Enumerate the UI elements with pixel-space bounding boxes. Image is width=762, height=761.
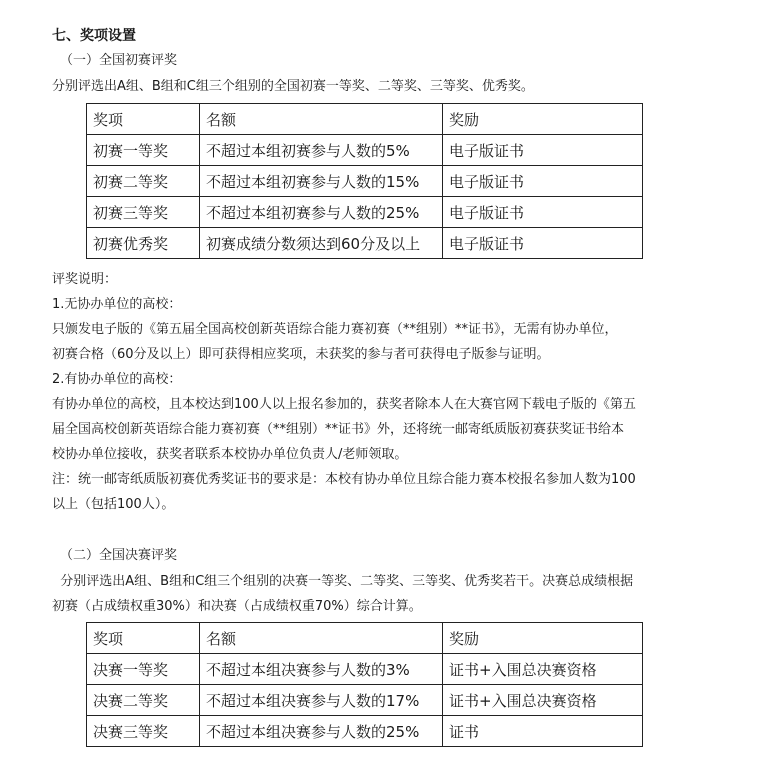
header-reward: 奖励 <box>443 104 643 135</box>
header-quota: 名额 <box>200 623 443 654</box>
header-award: 奖项 <box>87 623 200 654</box>
cell-reward: 电子版证书 <box>443 228 643 259</box>
table-row <box>87 166 643 197</box>
cell-quota: 不超过本组决赛参与人数的25% <box>200 716 443 747</box>
notes-title: 评奖说明： <box>52 272 118 287</box>
header-quota: 名额 <box>200 104 443 135</box>
cell-quota: 不超过本组初赛参与人数的5% <box>200 135 443 166</box>
note2-line: 校协办单位接收，获奖者联系本校协办单位负责人/老师领取。 <box>52 447 408 462</box>
cell-reward: 证书 <box>443 716 643 747</box>
cell-reward: 电子版证书 <box>443 197 643 228</box>
cell-award: 初赛三等奖 <box>87 197 200 228</box>
cell-quota: 不超过本组决赛参与人数的17% <box>200 685 443 716</box>
cell-reward: 电子版证书 <box>443 135 643 166</box>
final-heading: （二）全国决赛评奖 <box>60 548 178 563</box>
cell-reward: 证书+入围总决赛资格 <box>443 654 643 685</box>
final-intro-line: 初赛（占成绩权重30%）和决赛（占成绩权重70%）综合计算。 <box>52 599 422 614</box>
header-reward: 奖励 <box>443 623 643 654</box>
table-row <box>87 654 643 685</box>
cell-quota: 不超过本组初赛参与人数的15% <box>200 166 443 197</box>
note2-title: 2.有协办单位的高校： <box>52 372 182 387</box>
table-row <box>87 197 643 228</box>
table-row <box>87 135 643 166</box>
note1-line: 初赛合格（60分及以上）即可获得相应奖项，未获奖的参与者可获得电子版参与证明。 <box>52 347 550 362</box>
cell-reward: 证书+入围总决赛资格 <box>443 685 643 716</box>
remark-line: 以上（包括100人）。 <box>52 497 175 512</box>
cell-award: 初赛优秀奖 <box>87 228 200 259</box>
cell-quota: 不超过本组初赛参与人数的25% <box>200 197 443 228</box>
note2-line: 届全国高校创新英语综合能力赛初赛（**组别）**证书》外，还将统一邮寄纸质版初赛获奖证书给本 <box>52 422 625 437</box>
cell-award: 初赛二等奖 <box>87 166 200 197</box>
cell-award: 初赛一等奖 <box>87 135 200 166</box>
note2-line: 有协办单位的高校，且本校达到100人以上报名参加的，获奖者除本人在大赛官网下载电子版的《第五 <box>52 397 636 412</box>
header-award: 奖项 <box>87 104 200 135</box>
table-row <box>87 685 643 716</box>
cell-award: 决赛一等奖 <box>87 654 200 685</box>
cell-reward: 电子版证书 <box>443 166 643 197</box>
cell-quota: 不超过本组决赛参与人数的3% <box>200 654 443 685</box>
note1-line: 只颁发电子版的《第五届全国高校创新英语综合能力赛初赛（**组别）**证书》，无需有协办单位， <box>52 322 618 337</box>
section-title: 七、奖项设置 <box>52 28 136 44</box>
final-award-table <box>86 622 643 747</box>
table-row <box>87 228 643 259</box>
note1-title: 1.无协办单位的高校： <box>52 297 182 312</box>
cell-award: 决赛二等奖 <box>87 685 200 716</box>
final-intro-line: 分别评选出A组、B组和C组三个组别的决赛一等奖、二等奖、三等奖、优秀奖若干。决赛总成绩根据 <box>52 574 634 589</box>
table-header-row <box>87 104 643 135</box>
cell-award: 决赛三等奖 <box>87 716 200 747</box>
remark-line: 注：统一邮寄纸质版初赛优秀奖证书的要求是：本校有协办单位且综合能力赛本校报名参加人数为100 <box>52 472 636 487</box>
preliminary-award-table <box>86 103 643 259</box>
cell-quota: 初赛成绩分数须达到60分及以上 <box>200 228 443 259</box>
table-row <box>87 716 643 747</box>
preliminary-intro: 分别评选出A组、B组和C组三个组别的全国初赛一等奖、二等奖、三等奖、优秀奖。 <box>52 79 534 94</box>
preliminary-heading: （一）全国初赛评奖 <box>60 53 178 68</box>
table-header-row <box>87 623 643 654</box>
